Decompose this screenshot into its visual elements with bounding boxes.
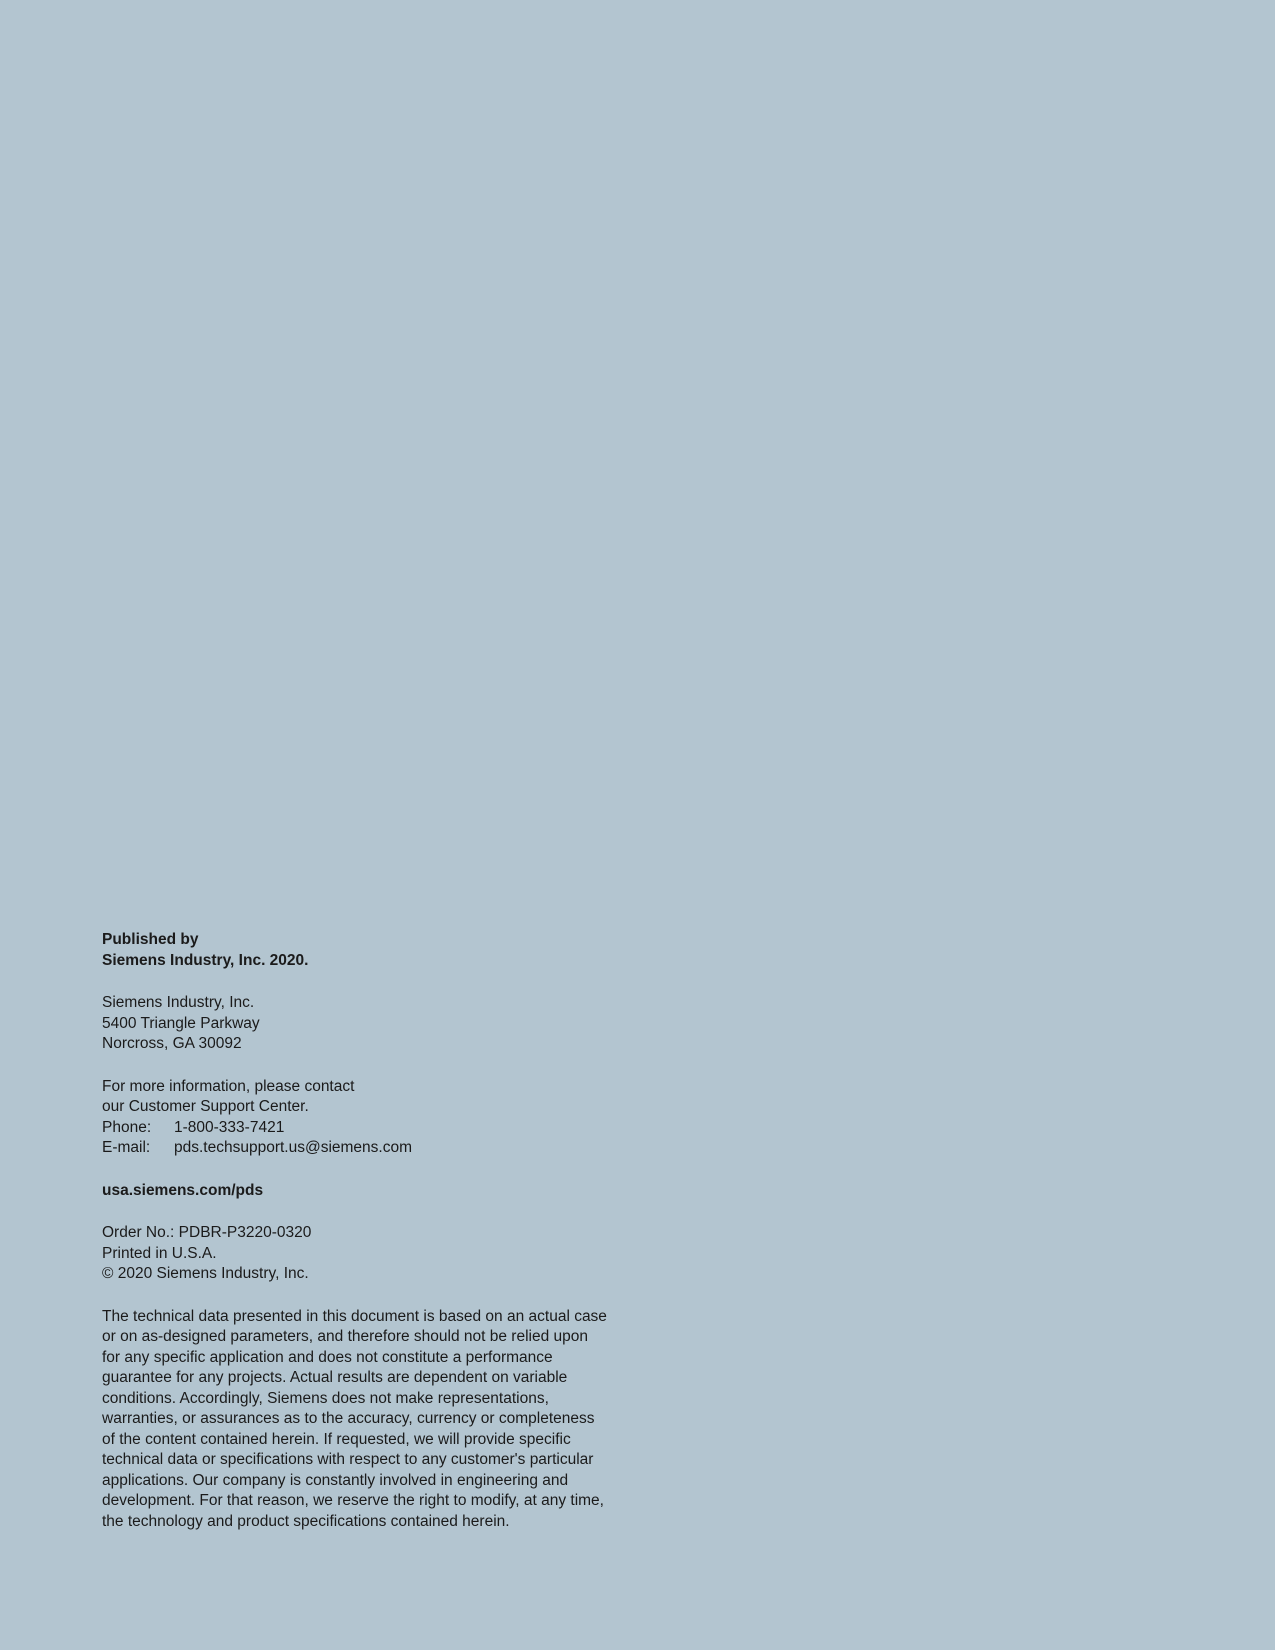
address-company: Siemens Industry, Inc.	[102, 994, 255, 1011]
contact-email-value[interactable]: pds.techsupport.us@siemens.com	[174, 1139, 413, 1156]
contact-phone-row	[102, 1118, 662, 1139]
contact-email-row	[102, 1138, 662, 1159]
contact-phone-label: Phone:	[102, 1118, 152, 1136]
copyright-notice: © 2020 Siemens Industry, Inc.	[102, 1265, 309, 1282]
order-number: Order No.: PDBR-P3220-0320	[102, 1224, 312, 1241]
publisher-name: Siemens Industry, Inc. 2020.	[102, 951, 309, 969]
contact-block	[102, 1077, 662, 1159]
publisher-block	[102, 930, 662, 971]
address-city-state-zip: Norcross, GA 30092	[102, 1035, 242, 1052]
disclaimer-text: The technical data presented in this document is based on an actual case or on as-designed parameters, and therefore should not be relied upon for any specific application and does not constitute a performance guarantee for any projects. Actual results are dependent on variable conditions. Accordingly, Siemens does not make representations, warranties, or assurances as to the accuracy, currency or completeness of the content contained herein. If requested, we will provide specific technical data or specifications with respect to any customer's particular applications. Our company is constantly involved in engineering and development. For that reason, we reserve the right to modify, at any time, the technology and product specifications contained herein.	[102, 1307, 607, 1530]
published-by-label: Published by	[102, 931, 199, 948]
website-link[interactable]: usa.siemens.com/pds	[102, 1181, 264, 1199]
contact-line-1: For more information, please contact	[102, 1077, 355, 1095]
address-block	[102, 993, 662, 1055]
address-street: 5400 Triangle Parkway	[102, 1014, 260, 1032]
printed-in: Printed in U.S.A.	[102, 1244, 217, 1262]
order-block	[102, 1223, 662, 1285]
website-block	[102, 1181, 662, 1202]
contact-line-2: our Customer Support Center.	[102, 1098, 309, 1115]
contact-phone-value: 1-800-333-7421	[174, 1118, 285, 1136]
contact-email-label: E-mail:	[102, 1139, 151, 1156]
colophon	[102, 930, 662, 1532]
